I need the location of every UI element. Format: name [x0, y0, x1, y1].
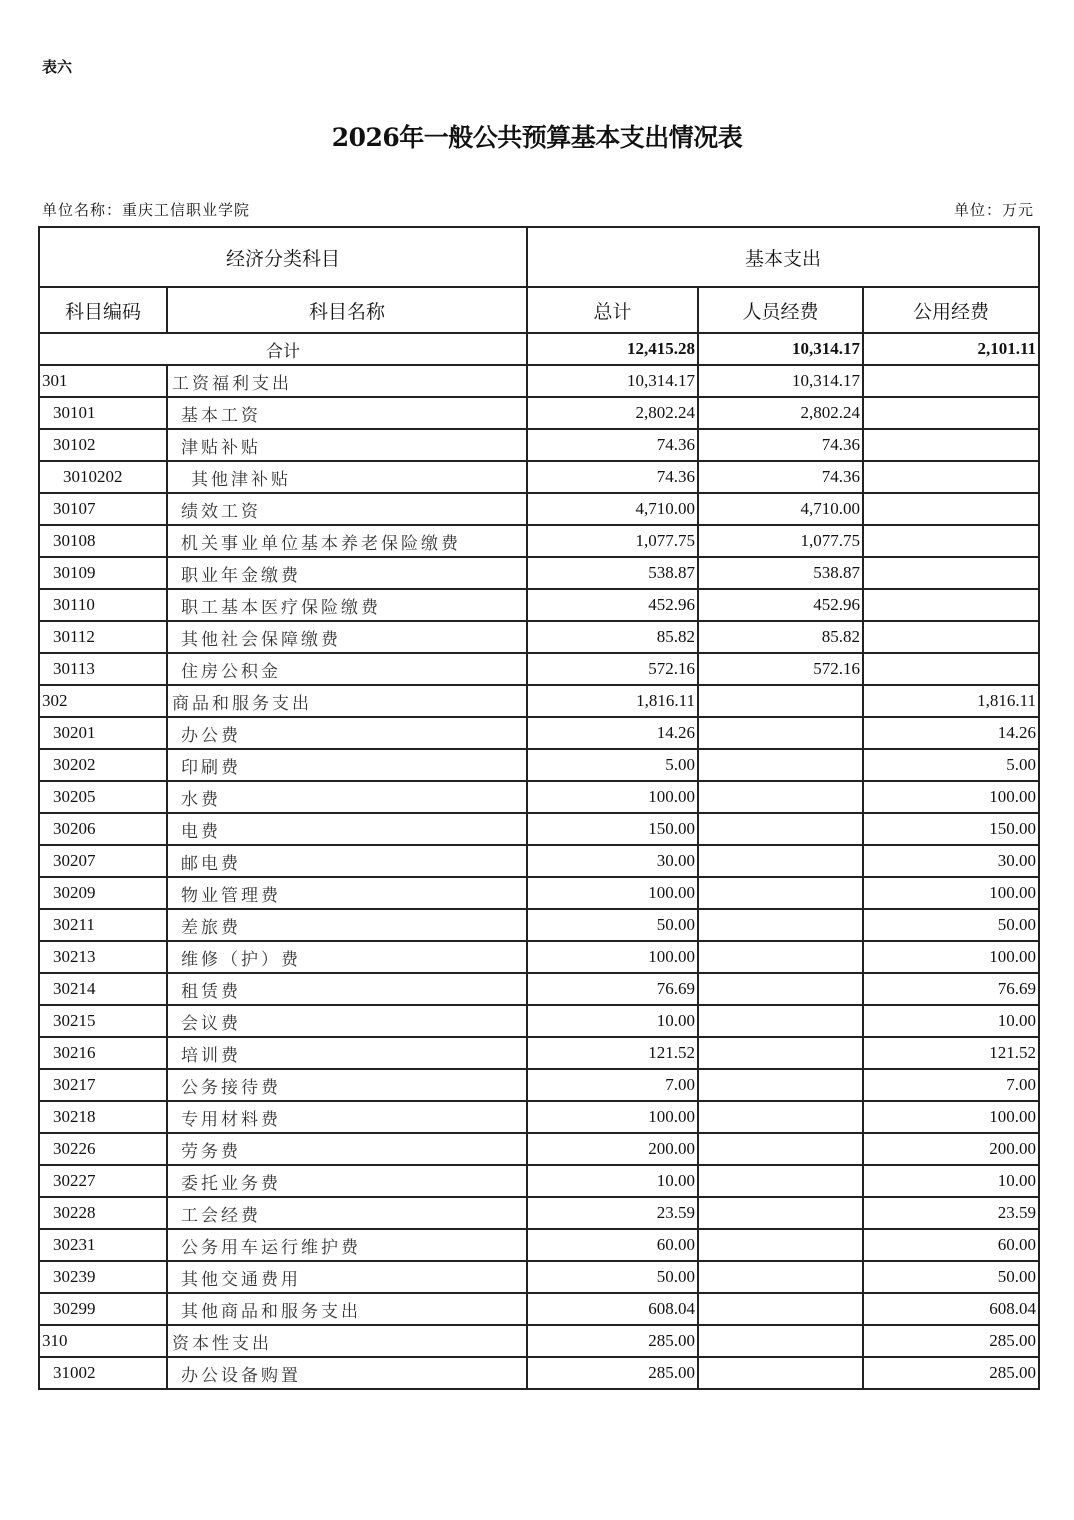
header-subject-name: 科目名称 — [167, 287, 527, 333]
subject-name-cell: 基本工资 — [167, 397, 527, 429]
public-cost-cell — [863, 397, 1039, 429]
public-cost-cell: 60.00 — [863, 1229, 1039, 1261]
table-row — [39, 1357, 1039, 1389]
personnel-cost-cell — [698, 877, 863, 909]
personnel-cost-cell: 10,314.17 — [698, 365, 863, 397]
table-row — [39, 1293, 1039, 1325]
subject-code-cell: 30231 — [39, 1229, 167, 1261]
public-cost-cell: 76.69 — [863, 973, 1039, 1005]
total-public: 2,101.11 — [863, 333, 1039, 365]
subject-name-cell: 租赁费 — [167, 973, 527, 1005]
subject-name-cell: 工资福利支出 — [167, 365, 527, 397]
total-cell: 74.36 — [527, 429, 698, 461]
subject-name-cell: 职工基本医疗保险缴费 — [167, 589, 527, 621]
subject-code-cell: 30217 — [39, 1069, 167, 1101]
personnel-cost-cell — [698, 1197, 863, 1229]
subject-name-cell: 公务接待费 — [167, 1069, 527, 1101]
table-number: 表六 — [42, 58, 73, 76]
table-row — [39, 1069, 1039, 1101]
currency-unit: 单位：万元 — [953, 201, 1034, 219]
public-cost-cell: 50.00 — [863, 909, 1039, 941]
personnel-cost-cell — [698, 813, 863, 845]
subject-code-cell: 30209 — [39, 877, 167, 909]
table-row — [39, 653, 1039, 685]
subject-code-cell: 302 — [39, 685, 167, 717]
subject-code-cell: 30112 — [39, 621, 167, 653]
total-cell: 4,710.00 — [527, 493, 698, 525]
subject-code-cell: 30226 — [39, 1133, 167, 1165]
table-row — [39, 973, 1039, 1005]
personnel-cost-cell: 572.16 — [698, 653, 863, 685]
table-row — [39, 1005, 1039, 1037]
public-cost-cell — [863, 461, 1039, 493]
total-cell: 14.26 — [527, 717, 698, 749]
total-cell: 200.00 — [527, 1133, 698, 1165]
table-row — [39, 1197, 1039, 1229]
personnel-cost-cell — [698, 1069, 863, 1101]
public-cost-cell: 285.00 — [863, 1325, 1039, 1357]
total-cell: 100.00 — [527, 1101, 698, 1133]
header-total: 总计 — [527, 287, 698, 333]
public-cost-cell — [863, 525, 1039, 557]
public-cost-cell: 100.00 — [863, 1101, 1039, 1133]
header-economic-classification: 经济分类科目 — [39, 227, 527, 287]
subject-code-cell: 30227 — [39, 1165, 167, 1197]
header-personnel-cost: 人员经费 — [698, 287, 863, 333]
subject-name-cell: 绩效工资 — [167, 493, 527, 525]
personnel-cost-cell: 4,710.00 — [698, 493, 863, 525]
subject-code-cell: 30228 — [39, 1197, 167, 1229]
subject-code-cell: 30216 — [39, 1037, 167, 1069]
subject-code-cell: 3010202 — [39, 461, 167, 493]
total-cell: 100.00 — [527, 877, 698, 909]
header-row-columns — [39, 287, 1039, 333]
public-cost-cell: 10.00 — [863, 1165, 1039, 1197]
subject-name-cell: 其他津补贴 — [167, 461, 527, 493]
total-cell: 10.00 — [527, 1005, 698, 1037]
subject-code-cell: 30299 — [39, 1293, 167, 1325]
subject-code-cell: 30202 — [39, 749, 167, 781]
table-row — [39, 749, 1039, 781]
subject-name-cell: 物业管理费 — [167, 877, 527, 909]
personnel-cost-cell — [698, 1133, 863, 1165]
table-row — [39, 877, 1039, 909]
table-row — [39, 781, 1039, 813]
total-cell: 5.00 — [527, 749, 698, 781]
total-cell: 74.36 — [527, 461, 698, 493]
total-cell: 150.00 — [527, 813, 698, 845]
total-cell: 572.16 — [527, 653, 698, 685]
subject-code-cell: 30215 — [39, 1005, 167, 1037]
subject-code-cell: 30107 — [39, 493, 167, 525]
personnel-cost-cell — [698, 973, 863, 1005]
total-cell: 50.00 — [527, 909, 698, 941]
public-cost-cell: 100.00 — [863, 877, 1039, 909]
table-row — [39, 429, 1039, 461]
table-row — [39, 461, 1039, 493]
personnel-cost-cell: 74.36 — [698, 461, 863, 493]
subject-name-cell: 专用材料费 — [167, 1101, 527, 1133]
public-cost-cell: 50.00 — [863, 1261, 1039, 1293]
table-row — [39, 845, 1039, 877]
public-cost-cell: 23.59 — [863, 1197, 1039, 1229]
public-cost-cell — [863, 429, 1039, 461]
total-label: 合计 — [39, 333, 527, 365]
table-row — [39, 1133, 1039, 1165]
subject-code-cell: 30206 — [39, 813, 167, 845]
table-row — [39, 621, 1039, 653]
public-cost-cell: 200.00 — [863, 1133, 1039, 1165]
total-cell: 538.87 — [527, 557, 698, 589]
total-personnel: 10,314.17 — [698, 333, 863, 365]
public-cost-cell: 100.00 — [863, 941, 1039, 973]
total-cell: 608.04 — [527, 1293, 698, 1325]
personnel-cost-cell — [698, 1037, 863, 1069]
subject-code-cell: 30214 — [39, 973, 167, 1005]
public-cost-cell: 10.00 — [863, 1005, 1039, 1037]
subject-name-cell: 资本性支出 — [167, 1325, 527, 1357]
subject-name-cell: 津贴补贴 — [167, 429, 527, 461]
subject-code-cell: 30218 — [39, 1101, 167, 1133]
subject-code-cell: 30110 — [39, 589, 167, 621]
public-cost-cell: 121.52 — [863, 1037, 1039, 1069]
personnel-cost-cell — [698, 1325, 863, 1357]
header-row-group — [39, 227, 1039, 287]
personnel-cost-cell: 85.82 — [698, 621, 863, 653]
subject-name-cell: 水费 — [167, 781, 527, 813]
subject-name-cell: 办公费 — [167, 717, 527, 749]
total-cell: 30.00 — [527, 845, 698, 877]
table-row — [39, 557, 1039, 589]
total-cell: 7.00 — [527, 1069, 698, 1101]
personnel-cost-cell — [698, 845, 863, 877]
personnel-cost-cell — [698, 1229, 863, 1261]
subject-name-cell: 差旅费 — [167, 909, 527, 941]
personnel-cost-cell: 2,802.24 — [698, 397, 863, 429]
public-cost-cell: 285.00 — [863, 1357, 1039, 1389]
subject-code-cell: 30201 — [39, 717, 167, 749]
total-cell: 2,802.24 — [527, 397, 698, 429]
public-cost-cell: 7.00 — [863, 1069, 1039, 1101]
subject-name-cell: 维修（护）费 — [167, 941, 527, 973]
subject-name-cell: 劳务费 — [167, 1133, 527, 1165]
table-row — [39, 589, 1039, 621]
subject-name-cell: 职业年金缴费 — [167, 557, 527, 589]
table-row — [39, 1037, 1039, 1069]
total-row — [39, 333, 1039, 365]
personnel-cost-cell — [698, 1101, 863, 1133]
total-cell: 23.59 — [527, 1197, 698, 1229]
subject-name-cell: 其他社会保障缴费 — [167, 621, 527, 653]
public-cost-cell — [863, 365, 1039, 397]
total-cell: 285.00 — [527, 1357, 698, 1389]
budget-table — [38, 226, 1040, 1390]
personnel-cost-cell — [698, 1293, 863, 1325]
personnel-cost-cell: 452.96 — [698, 589, 863, 621]
subject-name-cell: 邮电费 — [167, 845, 527, 877]
subject-name-cell: 机关事业单位基本养老保险缴费 — [167, 525, 527, 557]
table-row — [39, 685, 1039, 717]
subject-name-cell: 商品和服务支出 — [167, 685, 527, 717]
public-cost-cell: 150.00 — [863, 813, 1039, 845]
total-cell: 121.52 — [527, 1037, 698, 1069]
total-cell: 100.00 — [527, 781, 698, 813]
personnel-cost-cell — [698, 685, 863, 717]
personnel-cost-cell: 74.36 — [698, 429, 863, 461]
table-row — [39, 1325, 1039, 1357]
table-row — [39, 397, 1039, 429]
subject-code-cell: 30239 — [39, 1261, 167, 1293]
personnel-cost-cell — [698, 1005, 863, 1037]
header-public-cost: 公用经费 — [863, 287, 1039, 333]
public-cost-cell: 608.04 — [863, 1293, 1039, 1325]
subject-name-cell: 会议费 — [167, 1005, 527, 1037]
subject-code-cell: 31002 — [39, 1357, 167, 1389]
public-cost-cell — [863, 557, 1039, 589]
subject-code-cell: 301 — [39, 365, 167, 397]
table-row — [39, 525, 1039, 557]
subject-code-cell: 30108 — [39, 525, 167, 557]
table-row — [39, 1261, 1039, 1293]
personnel-cost-cell: 538.87 — [698, 557, 863, 589]
public-cost-cell: 1,816.11 — [863, 685, 1039, 717]
table-row — [39, 941, 1039, 973]
subject-code-cell: 30113 — [39, 653, 167, 685]
total-cell: 100.00 — [527, 941, 698, 973]
public-cost-cell: 100.00 — [863, 781, 1039, 813]
personnel-cost-cell — [698, 1261, 863, 1293]
subject-name-cell: 办公设备购置 — [167, 1357, 527, 1389]
total-cell: 50.00 — [527, 1261, 698, 1293]
total-cell: 76.69 — [527, 973, 698, 1005]
subject-name-cell: 公务用车运行维护费 — [167, 1229, 527, 1261]
personnel-cost-cell — [698, 1357, 863, 1389]
table-row — [39, 909, 1039, 941]
subject-code-cell: 30211 — [39, 909, 167, 941]
table-row — [39, 365, 1039, 397]
subject-name-cell: 委托业务费 — [167, 1165, 527, 1197]
personnel-cost-cell — [698, 941, 863, 973]
subject-name-cell: 培训费 — [167, 1037, 527, 1069]
personnel-cost-cell — [698, 717, 863, 749]
table-row — [39, 1165, 1039, 1197]
total-cell: 10.00 — [527, 1165, 698, 1197]
public-cost-cell — [863, 621, 1039, 653]
table-row — [39, 717, 1039, 749]
personnel-cost-cell: 1,077.75 — [698, 525, 863, 557]
total-cell: 85.82 — [527, 621, 698, 653]
total-total: 12,415.28 — [527, 333, 698, 365]
subject-code-cell: 30102 — [39, 429, 167, 461]
table-row — [39, 1229, 1039, 1261]
subject-name-cell: 其他交通费用 — [167, 1261, 527, 1293]
unit-name: 单位名称：重庆工信职业学院 — [42, 201, 251, 219]
subject-name-cell: 电费 — [167, 813, 527, 845]
public-cost-cell — [863, 493, 1039, 525]
public-cost-cell: 30.00 — [863, 845, 1039, 877]
total-cell: 452.96 — [527, 589, 698, 621]
subject-code-cell: 30101 — [39, 397, 167, 429]
subject-code-cell: 30109 — [39, 557, 167, 589]
subject-code-cell: 30207 — [39, 845, 167, 877]
total-cell: 1,077.75 — [527, 525, 698, 557]
subject-code-cell: 30213 — [39, 941, 167, 973]
personnel-cost-cell — [698, 1165, 863, 1197]
header-subject-code: 科目编码 — [39, 287, 167, 333]
subject-code-cell: 310 — [39, 1325, 167, 1357]
total-cell: 10,314.17 — [527, 365, 698, 397]
personnel-cost-cell — [698, 749, 863, 781]
subject-name-cell: 印刷费 — [167, 749, 527, 781]
subject-code-cell: 30205 — [39, 781, 167, 813]
table-row — [39, 1101, 1039, 1133]
public-cost-cell — [863, 653, 1039, 685]
personnel-cost-cell — [698, 909, 863, 941]
personnel-cost-cell — [698, 781, 863, 813]
public-cost-cell: 14.26 — [863, 717, 1039, 749]
subject-name-cell: 工会经费 — [167, 1197, 527, 1229]
page-title: 2026年一般公共预算基本支出情况表 — [331, 123, 743, 152]
total-cell: 1,816.11 — [527, 685, 698, 717]
table-row — [39, 493, 1039, 525]
total-cell: 60.00 — [527, 1229, 698, 1261]
public-cost-cell — [863, 589, 1039, 621]
public-cost-cell: 5.00 — [863, 749, 1039, 781]
total-cell: 285.00 — [527, 1325, 698, 1357]
subject-name-cell: 住房公积金 — [167, 653, 527, 685]
table-row — [39, 813, 1039, 845]
header-basic-expenditure: 基本支出 — [527, 227, 1039, 287]
subject-name-cell: 其他商品和服务支出 — [167, 1293, 527, 1325]
